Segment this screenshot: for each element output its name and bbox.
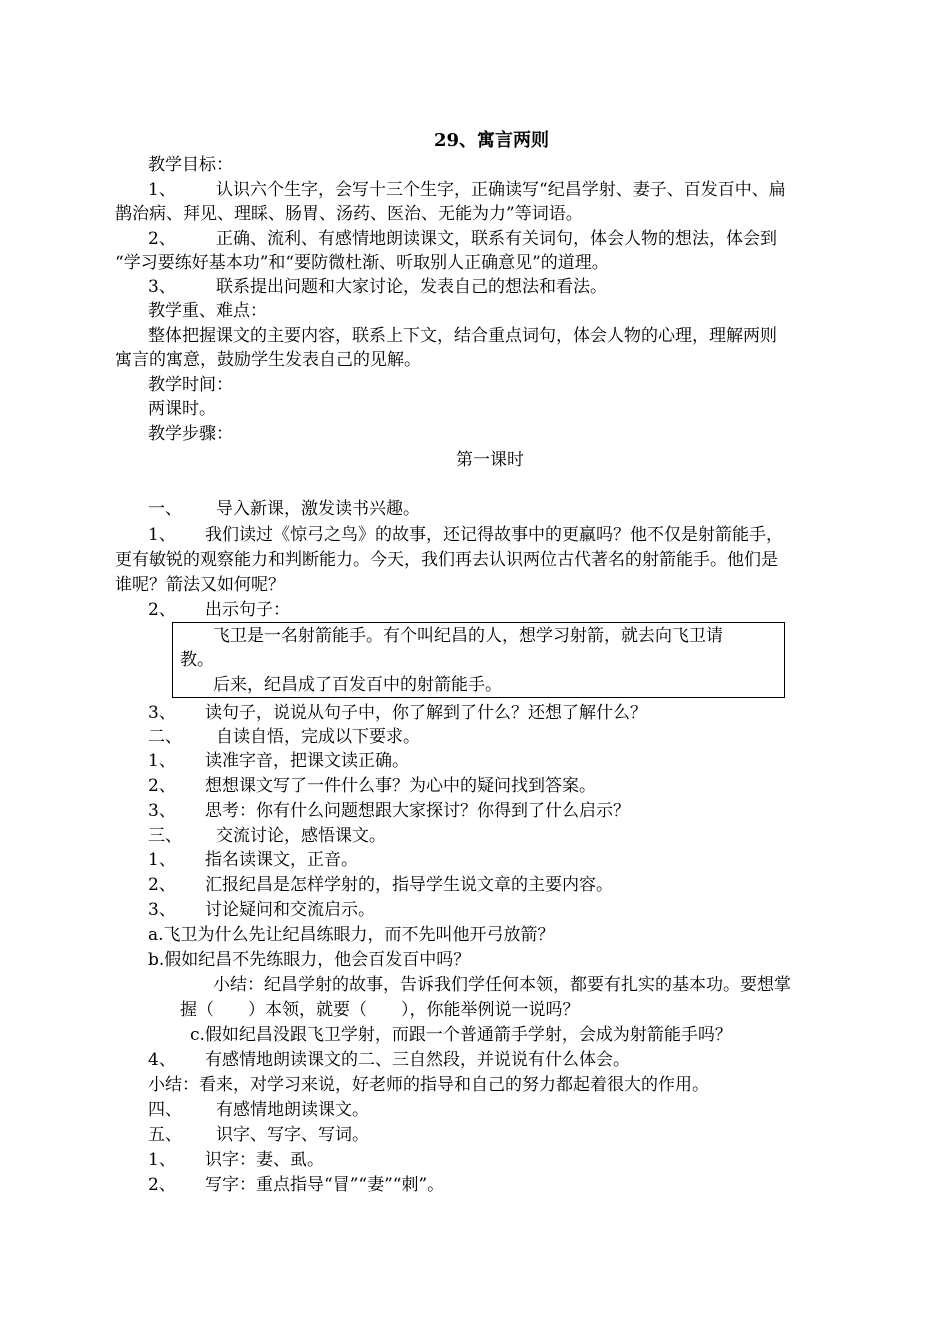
objective-1-number: 1、 xyxy=(148,180,176,200)
s1-item-3-text: 读句子，说说从句子中，你了解到了什么？还想了解什么？ xyxy=(205,703,647,723)
s2-item-2-number: 2、 xyxy=(148,776,176,796)
box-line3: 后来，纪昌成了百发百中的射箭能手。 xyxy=(213,675,502,695)
key-points-line2: 寓言的寓意，鼓励学生发表自己的见解。 xyxy=(115,350,421,370)
s3-item-1-text: 指名读课文，正音。 xyxy=(205,850,358,870)
section-5-text: 识字、写字、写词。 xyxy=(216,1125,369,1145)
s2-item-3-text: 思考：你有什么问题想跟大家探讨？你得到了什么启示？ xyxy=(205,801,630,821)
s2-item-3-number: 3、 xyxy=(148,801,176,821)
s1-item-1-number: 1、 xyxy=(148,525,176,545)
lesson-1-heading: 第一课时 xyxy=(456,450,524,470)
s1-item-1-line3: 谁呢？箭法又如何呢？ xyxy=(115,575,285,595)
objective-2-number: 2、 xyxy=(148,229,176,249)
box-line2: 教。 xyxy=(180,650,214,670)
s3-item-2-text: 汇报纪昌是怎样学射的，指导学生说文章的主要内容。 xyxy=(205,875,613,895)
section-3-text: 交流讨论，感悟课文。 xyxy=(216,826,386,846)
s3-item-4-number: 4、 xyxy=(148,1050,176,1070)
question-b: b.假如纪昌不先练眼力，他会百发百中吗？ xyxy=(148,950,471,970)
s3-item-3-number: 3、 xyxy=(148,900,176,920)
section-2-text: 自读自悟，完成以下要求。 xyxy=(216,727,420,747)
page-title: 29、寓言两则 xyxy=(434,130,550,151)
question-c: c.假如纪昌没跟飞卫学射，而跟一个普通箭手学射，会成为射箭能手吗？ xyxy=(190,1025,732,1045)
objective-3-line1: 联系提出问题和大家讨论，发表自己的想法和看法。 xyxy=(216,277,607,297)
s3-item-1-number: 1、 xyxy=(148,850,176,870)
key-points-heading: 教学重、难点： xyxy=(148,301,267,321)
section-5-number: 五、 xyxy=(148,1125,182,1145)
s1-item-3-number: 3、 xyxy=(148,703,176,723)
summary-1-line2: 握（ ）本领，就要（ ），你能举例说一说吗？ xyxy=(180,1000,580,1020)
key-points-line1: 整体把握课文的主要内容，联系上下文，结合重点词句，体会人物的心理，理解两则 xyxy=(148,326,777,346)
time-value: 两课时。 xyxy=(148,399,216,419)
section-3-number: 三、 xyxy=(148,826,182,846)
s5-item-1-text: 识字：妻、虱。 xyxy=(205,1150,324,1170)
s5-item-1-number: 1、 xyxy=(148,1150,176,1170)
s3-item-4-text: 有感情地朗读课文的二、三自然段，并说说有什么体会。 xyxy=(205,1050,630,1070)
objective-1-line1: 认识六个生字，会写十三个生字，正确读写“纪昌学射、妻子、百发百中、扁 xyxy=(216,180,786,200)
s5-item-2-number: 2、 xyxy=(148,1175,176,1195)
s1-item-2-text: 出示句子： xyxy=(205,600,290,620)
time-heading: 教学时间： xyxy=(148,375,233,395)
summary-1-line1: 小结：纪昌学射的故事，告诉我们学任何本领，都要有扎实的基本功。要想掌 xyxy=(213,975,791,995)
s5-item-2-text: 写字：重点指导“冒”“妻”“刺”。 xyxy=(205,1175,445,1195)
s1-item-2-number: 2、 xyxy=(148,600,176,620)
question-a: a.飞卫为什么先让纪昌练眼力，而不先叫他开弓放箭？ xyxy=(148,925,555,945)
section-4-number: 四、 xyxy=(148,1100,182,1120)
s1-item-1-line1: 我们读过《惊弓之鸟》的故事，还记得故事中的更羸吗？他不仅是射箭能手， xyxy=(205,525,783,545)
steps-heading: 教学步骤： xyxy=(148,424,233,444)
objectives-heading: 教学目标： xyxy=(148,155,233,175)
s3-item-3-text: 讨论疑问和交流启示。 xyxy=(205,900,375,920)
s1-item-1-line2: 更有敏锐的观察能力和判断能力。今天，我们再去认识两位古代著名的射箭能手。他们是 xyxy=(115,550,778,570)
objective-1-line2: 鹊治病、拜见、理睬、肠胃、汤药、医治、无能为力”等词语。 xyxy=(115,204,583,224)
box-line1: 飞卫是一名射箭能手。有个叫纪昌的人，想学习射箭，就去向飞卫请 xyxy=(213,626,723,646)
s2-item-1-number: 1、 xyxy=(148,751,176,771)
objective-2-line1: 正确、流利、有感情地朗读课文，联系有关词句，体会人物的想法，体会到 xyxy=(216,229,777,249)
s2-item-2-text: 想想课文写了一件什么事？为心中的疑问找到答案。 xyxy=(205,776,596,796)
section-1-number: 一、 xyxy=(148,499,182,519)
s2-item-1-text: 读准字音，把课文读正确。 xyxy=(205,751,409,771)
objective-3-number: 3、 xyxy=(148,277,176,297)
section-2-number: 二、 xyxy=(148,727,182,747)
section-1-text: 导入新课，激发读书兴趣。 xyxy=(216,499,420,519)
objective-2-line2: “学习要练好基本功”和“要防微杜渐、听取别人正确意见”的道理。 xyxy=(115,253,609,273)
summary-2: 小结：看来，对学习来说，好老师的指导和自己的努力都起着很大的作用。 xyxy=(148,1075,709,1095)
s3-item-2-number: 2、 xyxy=(148,875,176,895)
section-4-text: 有感情地朗读课文。 xyxy=(216,1100,369,1120)
